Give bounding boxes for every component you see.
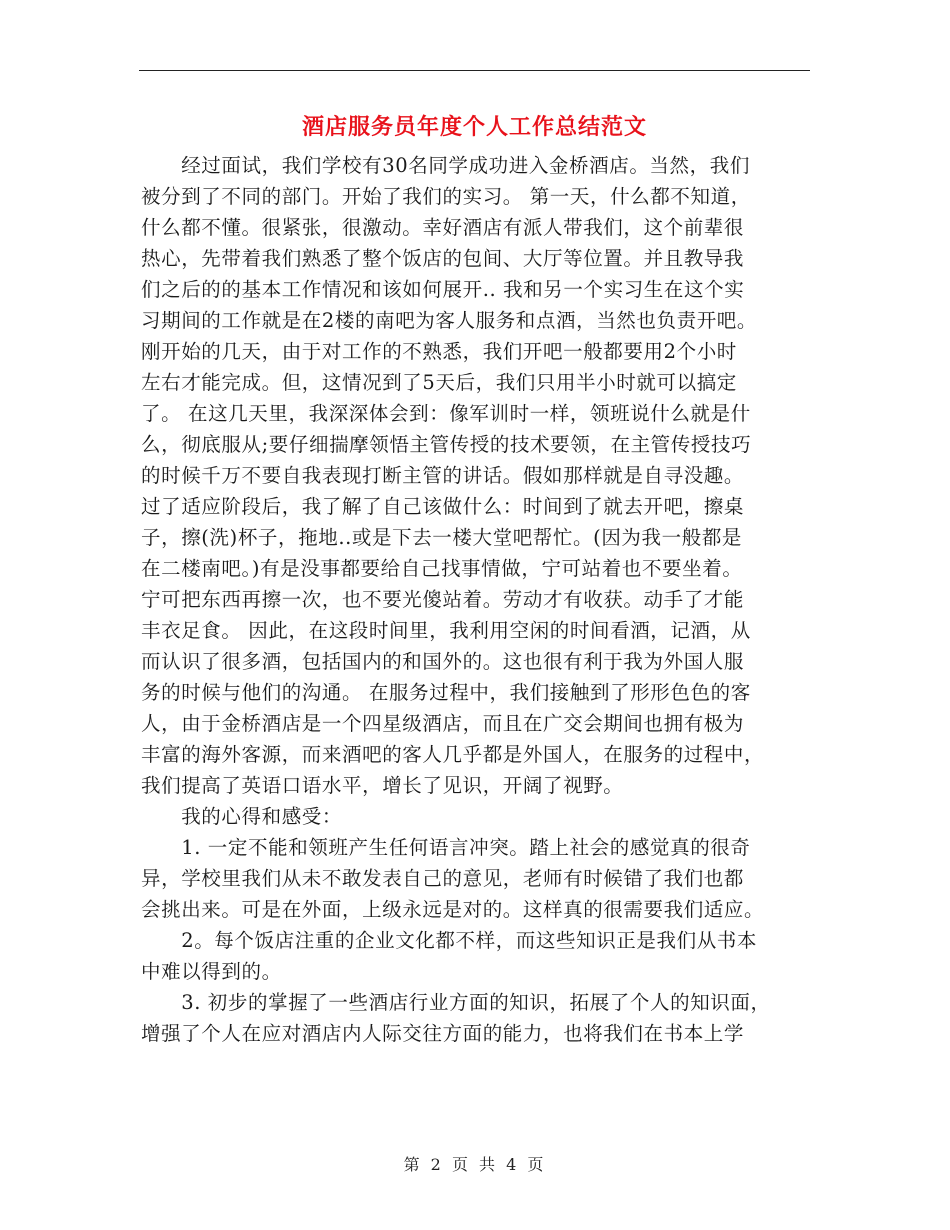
- document-title: 酒店服务员年度个人工作总结范文: [301, 114, 647, 140]
- list-item-line: 2。每个饭店注重的企业文化都不样，而这些知识正是我们从书本: [141, 929, 758, 952]
- body-line: 宁可把东西再擦一次，也不要光傻站着。劳动才有收获。动手了才能: [141, 588, 745, 611]
- body-line: 了。 在这几天里，我深深体会到：像军训时一样，领班说什么就是什: [141, 402, 751, 425]
- body-line: 人，由于金桥酒店是一个四星级酒店，而且在广交会期间也拥有极为: [141, 712, 745, 735]
- body-line: 务的时候与他们的沟通。 在服务过程中，我们接触到了形形色色的客: [141, 681, 751, 704]
- body-line: 们之后的的基本工作情况和该如何展开.. 我和另一个实习生在这个实: [141, 278, 745, 301]
- list-item-line: 异，学校里我们从未不敢发表自己的意见，老师有时候错了我们也都: [141, 867, 745, 890]
- body-line: 左右才能完成。但，这情况到了5天后，我们只用半小时就可以搞定: [141, 371, 737, 394]
- body-line: 习期间的工作就是在2楼的南吧为客人服务和点酒，当然也负责开吧。: [141, 309, 758, 332]
- body-line: 子，擦(洗)杯子，拖地..或是下去一楼大堂吧帮忙。(因为我一般都是: [141, 526, 743, 549]
- body-line: 在二楼南吧。)有是没事都要给自己找事情做，宁可站着也不要坐着。: [141, 557, 743, 580]
- body-line: 什么都不懂。很紧张，很激动。幸好酒店有派人带我们，这个前辈很: [141, 216, 745, 239]
- body-line: 而认识了很多酒，包括国内的和国外的。这也很有利于我为外国人服: [141, 650, 745, 673]
- body-line: 么，彻底服从;要仔细揣摩领悟主管传授的技术要领，在主管传授技巧: [141, 433, 752, 456]
- section-heading: 我的心得和感受：: [141, 805, 343, 828]
- body-line: 刚开始的几天，由于对工作的不熟悉，我们开吧一般都要用2个小时: [141, 340, 737, 363]
- list-item-line: 会挑出来。可是在外面，上级永远是对的。这样真的很需要我们适应。: [141, 898, 765, 921]
- body-line: 丰富的海外客源，而来酒吧的客人几乎都是外国人，在服务的过程中，: [141, 743, 765, 766]
- body-line: 过了适应阶段后，我了解了自己该做什么：时间到了就去开吧，擦桌: [141, 495, 745, 518]
- body-line: 被分到了不同的部门。开始了我们的实习。 第一天，什么都不知道，: [141, 185, 751, 208]
- body-line: 我们提高了英语口语水平，增长了见识，开阔了视野。: [141, 774, 624, 797]
- body-line: 热心，先带着我们熟悉了整个饭店的包间、大厅等位置。并且教导我: [141, 247, 745, 270]
- document-body: [141, 150, 811, 1049]
- list-item-line: 1. 一定不能和领班产生任何语言冲突。踏上社会的感觉真的很奇: [141, 836, 751, 859]
- header-rule: [139, 70, 810, 71]
- list-item-line: 中难以得到的。: [141, 960, 282, 983]
- list-item-line: 增强了个人在应对酒店内人际交往方面的能力，也将我们在书本上学: [141, 1022, 745, 1045]
- body-line: 经过面试，我们学校有30名同学成功进入金桥酒店。当然，我们: [141, 154, 750, 177]
- page-number-footer: 第 2 页 共 4 页: [403, 1155, 547, 1174]
- body-line: 丰衣足食。 因此，在这段时间里，我利用空闲的时间看酒，记酒，从: [141, 619, 751, 642]
- body-line: 的时候千万不要自我表现打断主管的讲话。假如那样就是自寻没趣。: [141, 464, 745, 487]
- list-item-line: 3. 初步的掌握了一些酒店行业方面的知识，拓展了个人的知识面，: [141, 991, 771, 1014]
